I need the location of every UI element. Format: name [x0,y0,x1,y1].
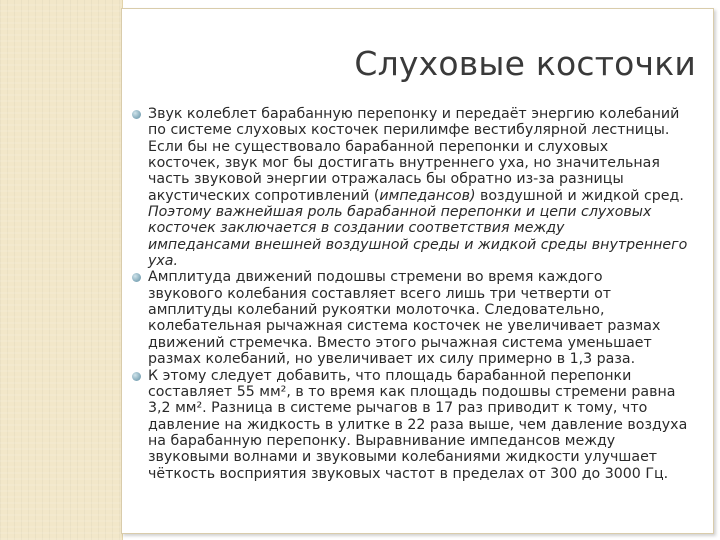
bullet-item [132,269,698,367]
body-text: часть звуковой энергии отражалась бы обратно из-за разницы [148,171,624,188]
bullet-item [132,106,698,269]
bullet-text-line [148,466,698,482]
bullet-text-line [148,302,698,318]
body-text: 3,2 мм². Разница в системе рычагов в 17 раз приводит к тому, что [148,400,648,417]
emphasized-text: уха. [148,253,178,270]
bullet-text-line [148,433,698,449]
bullet-text-line [148,139,698,155]
bullet-text-line [148,449,698,465]
bullet-dot-icon [132,110,141,119]
body-text: на барабанную перепонку. Выравнивание импедансов между [148,432,616,449]
body-text: Звук колеблет барабанную перепонку и передаёт энергию колебаний [148,106,680,122]
bullet-list [132,106,698,482]
bullet-text-line [148,351,698,367]
body-text: акустических сопротивлений ( [148,187,380,204]
body-text: движений стремечка. Вместо этого рычажная система уменьшает [148,334,652,351]
decorative-side-band [0,0,122,540]
emphasized-text: импедансами внешней воздушной среды и жидкой среды внутреннего [148,236,688,253]
body-text: размах колебаний, но увеличивает их силу примерно в 1,3 раза. [148,351,636,368]
bullet-text-line [148,318,698,334]
bullet-text-line [148,155,698,171]
body-text: воздушной и жидкой сред. [475,187,684,204]
body-text: Если бы не существовало барабанной перепонки и слуховых [148,138,609,155]
emphasized-text: косточек заключается в создании соответствия между [148,220,565,237]
bullet-text-line [148,220,698,236]
body-text: Амплитуда движений подошвы стремени во время каждого [148,269,603,286]
body-text: колебательная рычажная система косточек не увеличивает размах [148,318,661,335]
slide-title: Слуховые косточки [354,44,696,83]
body-text: по системе слуховых косточек перилимфе вестибулярной лестницы. [148,122,670,139]
body-text: составляет 55 мм², в то время как площадь подошвы стремени равна [148,383,676,400]
body-text: чёткость восприятия звуковых частот в пределах от 300 до 3000 Гц. [148,465,669,482]
bullet-item [132,368,698,482]
body-text: косточек, звук мог бы достигать внутреннего уха, но значительная [148,155,660,172]
emphasized-text: импедансов) [379,187,476,204]
bullet-text-line [148,335,698,351]
bullet-text-line [148,417,698,433]
bullet-text-line [148,400,698,416]
bullet-dot-icon [132,372,141,381]
bullet-text-line [148,253,698,269]
bullet-text-line [148,122,698,138]
body-text: амплитуды колебаний рукоятки молоточка. Следовательно, [148,302,605,319]
body-text: давление на жидкость в улитке в 22 раза выше, чем давление воздуха [148,416,688,433]
bullet-text-line [148,368,698,384]
bullet-text-line [148,286,698,302]
bullet-text-line [148,188,698,204]
bullet-text-line [148,269,698,285]
bullet-text-line [148,106,698,122]
bullet-dot-icon [132,273,141,282]
emphasized-text: Поэтому важнейшая роль барабанной перепонки и цепи слуховых [148,204,652,221]
body-text: К этому следует добавить, что площадь барабанной перепонки [148,367,632,384]
body-text: звукового колебания составляет всего лишь три четверти от [148,285,612,302]
bullet-text-line [148,237,698,253]
bullet-text-line [148,384,698,400]
bullet-text-line [148,171,698,187]
bullet-text-line [148,204,698,220]
body-text: звуковыми волнами и звуковыми колебаниями жидкости улучшает [148,449,658,466]
